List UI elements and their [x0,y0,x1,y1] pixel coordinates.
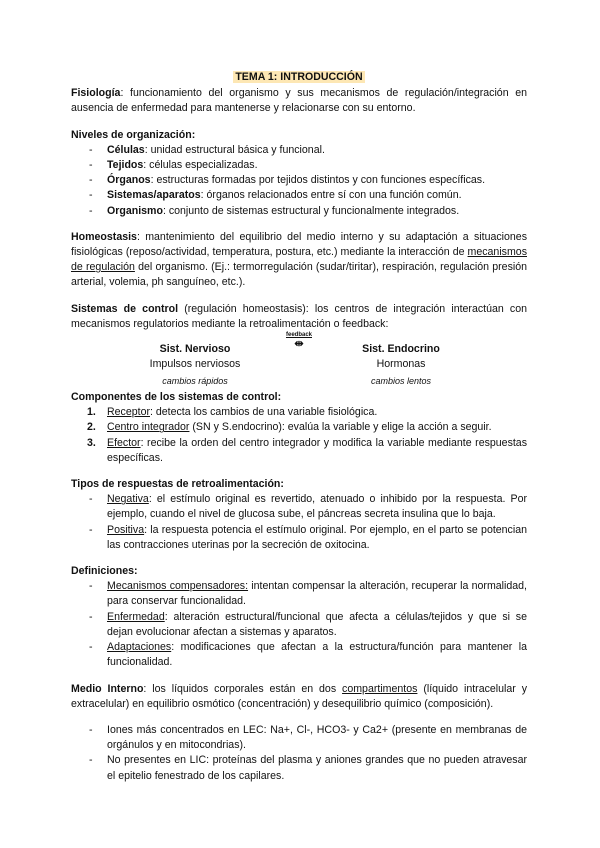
list-item: 2. Centro integrador (SN y S.endocrino): evalúa la variable y elige la acción a seguir. [87,421,492,434]
fisiologia-paragraph: Fisiología: funcionamiento del organismo y sus mecanismos de regulación/integración en ausencia de enfermedad para mantenerse y relacionarse con su entorno. [71,87,527,115]
medio-interno-paragraph: Medio Interno: los líquidos corporales están en dos compartimentos (líquido intracelular y extracelular) en equilibrio osmótico (concentración) y desequilibrio químico (composición). [71,682,528,710]
list-item: - Organismo: conjunto de sistemas estructural y funcionalmente integrados. [71,204,527,219]
list-item: - Adaptaciones: modificaciones que afectan a la estructura/función para mantener la funcionalidad. [71,640,527,670]
list-item: - Iones más concentrados en LEC: Na+, Cl-, HCO3- y Ca2+ (presente en membranas de orgánulos y en mitocondrias). [71,723,527,753]
list-item: - Tejidos: células especializadas. [71,158,527,173]
page-title: TEMA 1: INTRODUCCIÓN [235,71,363,83]
document-page [71,70,527,784]
list-item: - No presentes en LIC: proteínas del plasma y aniones grandes que no pueden atravesar el epitelio fenestrado de los capilares. [71,753,527,783]
componentes-heading: Componentes de los sistemas de control: [71,391,282,404]
list-item: 1. Receptor: detecta los cambios de una variable fisiológica. [87,406,378,419]
tipos-list [71,492,527,553]
niveles-list [71,143,527,219]
list-item: 3. Efector: recibe la orden del centro integrador y modifica la variable mediante respuestas específicas. [87,436,527,464]
sistema-endocrino: Sist. Endocrino Hormonas cambios lentos [362,343,440,387]
bidirectional-arrow-icon: ⇹ [294,338,304,351]
list-item: - Negativa: el estímulo original es revertido, atenuado o inhibido por la respuesta. Por ejemplo, cuando el nivel de glucosa sube, el páncreas secreta insulina que lo baja. [71,492,527,522]
sistema-nervioso: Sist. Nervioso Impulsos nerviosos cambios rápidos [149,343,241,387]
systems-diagram [71,332,527,387]
list-item: - Enfermedad: alteración estructural/funcional que afecta a células/tejidos y que si se dejan evolucionar afectan a sistemas y aparatos. [71,610,527,640]
tipos-heading: Tipos de respuestas de retroalimentación: [71,478,284,491]
medio-interno-list [71,723,527,784]
list-item: - Mecanismos compensadores: intentan compensar la alteración, recuperar la normalidad, para conservar funcionalidad. [71,579,527,609]
definiciones-heading: Definiciones: [71,565,138,578]
definiciones-list [71,579,527,670]
homeostasis-paragraph: Homeostasis: mantenimiento del equilibrio del medio interno y su adaptación a situaciones fisiológicas (reposo/actividad, temperatura, postura, etc.) mediante la interacción de mecanismos de regulación del organismo. (Ej.: termorregulación (sudar/tiritar), respiración, regulación presión arterial, volemia, ph sanguíneo, etc.). [71,230,528,289]
list-item: - Sistemas/aparatos: órganos relacionados entre sí con una función común. [71,188,527,203]
niveles-heading: Niveles de organización: [71,128,196,141]
feedback-arrow: feedback ⇹ [279,332,319,350]
list-item: - Órganos: estructuras formadas por tejidos distintos y con funciones específicas. [71,173,527,188]
componentes-list [71,405,527,466]
list-item: - Positiva: la respuesta potencia el estímulo original. Por ejemplo, en el parto se potencian las contracciones uterinas por la secreción de oxitocina. [71,523,527,553]
list-item: - Células: unidad estructural básica y funcional. [71,143,527,158]
control-paragraph: Sistemas de control (regulación homeostasis): los centros de integración interactúan con mecanismos regulatorios mediante la retroalimentación o feedback: [71,302,527,330]
